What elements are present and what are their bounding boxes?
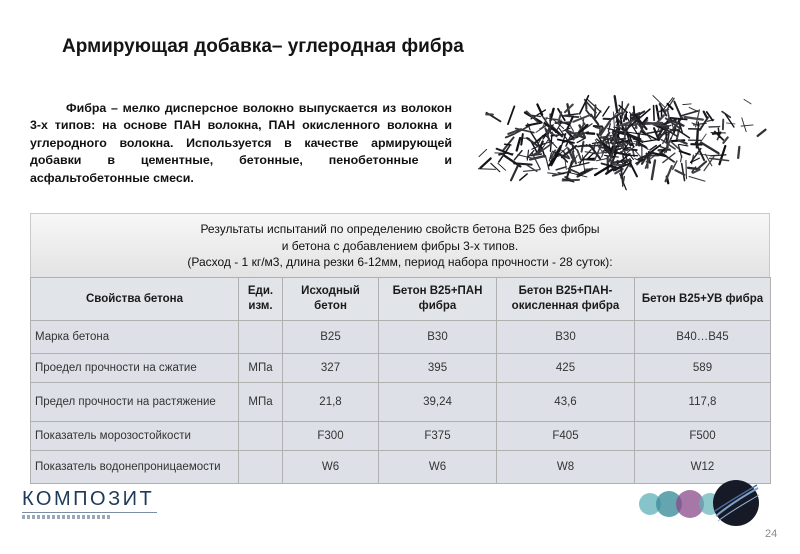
fiber-strand [498, 163, 506, 170]
table-cell [239, 451, 283, 484]
table-row [31, 354, 771, 383]
fiber-strand [524, 170, 540, 172]
fiber-strand [698, 162, 706, 169]
fiber-strand [520, 174, 527, 180]
table-cell: W6 [379, 451, 497, 484]
fiber-strand [594, 126, 602, 127]
fiber-strand [652, 160, 655, 179]
brand-logo [22, 488, 157, 519]
fiber-strand [624, 115, 626, 121]
fiber-strand [596, 159, 606, 161]
fiber-strand-logo-icon [636, 478, 761, 528]
fiber-strand [696, 154, 713, 156]
fiber-strand [548, 173, 558, 174]
table-row [31, 321, 771, 354]
table-cell: В40…В45 [635, 321, 771, 354]
table-cell: Марка бетона [31, 321, 239, 354]
brand-name: КОМПОЗИТ [22, 488, 155, 510]
fiber-strand [680, 111, 697, 116]
fiber-strand [738, 147, 739, 158]
table-cell: 21,8 [283, 383, 379, 422]
fiber-strand [713, 133, 721, 134]
fiber-strand [526, 123, 541, 126]
fiber-strand [626, 143, 634, 144]
table-cell: F500 [635, 422, 771, 451]
fiber-strand [688, 168, 697, 169]
slide-title: Армирующая добавка– углеродная фибра [62, 36, 464, 57]
fiber-strand [480, 158, 490, 168]
fiber-strand [697, 130, 698, 147]
fiber-strand [505, 144, 511, 145]
table-cell: F405 [497, 422, 635, 451]
table-cell: Предел прочности на растяжение [31, 383, 239, 422]
table-cell: 589 [635, 354, 771, 383]
fiber-strand [647, 131, 660, 133]
table-cell: 425 [497, 354, 635, 383]
fiber-strand [666, 166, 672, 181]
table-cell: W8 [497, 451, 635, 484]
fiber-strand [517, 138, 520, 151]
table-row [31, 422, 771, 451]
table-cell [239, 422, 283, 451]
brand-rule [22, 512, 157, 513]
fiber-strand [511, 166, 518, 180]
fiber-strand [615, 96, 617, 112]
fiber-strand [653, 96, 665, 108]
fiber-strand [630, 162, 637, 176]
table-cell: 395 [379, 354, 497, 383]
table-cell: W12 [635, 451, 771, 484]
fiber-strand [504, 156, 520, 167]
table-cell: 117,8 [635, 383, 771, 422]
column-header: Бетон В25+ПАН фибра [379, 278, 497, 321]
fiber-strand [508, 106, 514, 124]
fiber-strand [585, 169, 597, 170]
table-caption [30, 213, 770, 277]
carbon-fiber-photo [460, 80, 780, 210]
table-cell: Показатель водонепроницаемости [31, 451, 239, 484]
fiber-strand [569, 133, 577, 134]
caption-line: (Расход - 1 кг/м3, длина резки 6-12мм, период набора прочности - 28 суток): [187, 255, 613, 269]
table-cell: В25 [283, 321, 379, 354]
fiber-strand [634, 107, 635, 114]
table-cell: Показатель морозостойкости [31, 422, 239, 451]
fiber-strand [521, 134, 523, 145]
column-header: Исходный бетон [283, 278, 379, 321]
fiber-strand [556, 167, 566, 170]
fiber-pile [478, 96, 765, 190]
fiber-strand [654, 106, 655, 121]
fiber-strand [744, 99, 751, 104]
page-number: 24 [765, 528, 778, 540]
table-cell: F300 [283, 422, 379, 451]
table-cell: 43,6 [497, 383, 635, 422]
table-header-row [31, 278, 771, 321]
fiber-strand [577, 150, 581, 159]
column-header: Еди. изм. [239, 278, 283, 321]
table-cell: В30 [379, 321, 497, 354]
brand-tagline-mark [22, 515, 112, 519]
fiber-strand [711, 155, 726, 156]
fiber-strand [595, 105, 596, 118]
fiber-strand [710, 158, 729, 160]
table-cell [239, 321, 283, 354]
fiber-strand [701, 143, 718, 153]
caption-line: Результаты испытаний по определению свойств бетона В25 без фибры [200, 222, 600, 236]
table-cell: W6 [283, 451, 379, 484]
fiber-strand [660, 152, 674, 162]
caption-line: и бетона с добавлением фибры 3-х типов. [281, 238, 519, 253]
fiber-strand [479, 149, 487, 156]
fiber-strand [682, 164, 685, 181]
fiber-strand [491, 163, 500, 171]
fiber-strand [674, 102, 680, 117]
column-header: Свойства бетона [31, 278, 239, 321]
properties-table [30, 277, 771, 484]
fiber-strand [741, 125, 753, 126]
table-cell: F375 [379, 422, 497, 451]
table-row [31, 383, 771, 422]
table-cell: Проедел прочности на сжатие [31, 354, 239, 383]
table-cell: 39,24 [379, 383, 497, 422]
fiber-strand [683, 104, 691, 105]
fiber-strand [514, 163, 532, 164]
fiber-strand [595, 165, 612, 175]
fiber-strand [564, 116, 578, 117]
column-header: Бетон В25+УВ фибра [635, 278, 771, 321]
table-cell: МПа [239, 354, 283, 383]
fiber-strand [506, 134, 514, 137]
table-cell: МПа [239, 383, 283, 422]
fiber-strand [526, 111, 538, 122]
fiber-strand [578, 145, 584, 146]
fiber-strand [603, 107, 609, 116]
fiber-strand [689, 176, 705, 181]
fiber-strand [742, 118, 746, 132]
fiber-strand [530, 156, 545, 160]
results-table [30, 213, 770, 478]
intro-paragraph: Фибра – мелко дисперсное волокно выпускается из волокон 3-х типов: на основе ПАН волокна, ПАН окисленного волокна и углеродного волокна. Используется в качестве армирующей добавки в цементные, бетонные, пенобетонные и асфальтобетонные смеси. [30, 101, 452, 185]
column-header: Бетон В25+ПАН-окисленная фибра [497, 278, 635, 321]
fiber-strand [679, 140, 687, 143]
fiber-strand [546, 156, 549, 169]
table-cell: 327 [283, 354, 379, 383]
table-cell: В30 [497, 321, 635, 354]
fiber-strand [758, 130, 766, 136]
fiber-strand [613, 164, 624, 165]
